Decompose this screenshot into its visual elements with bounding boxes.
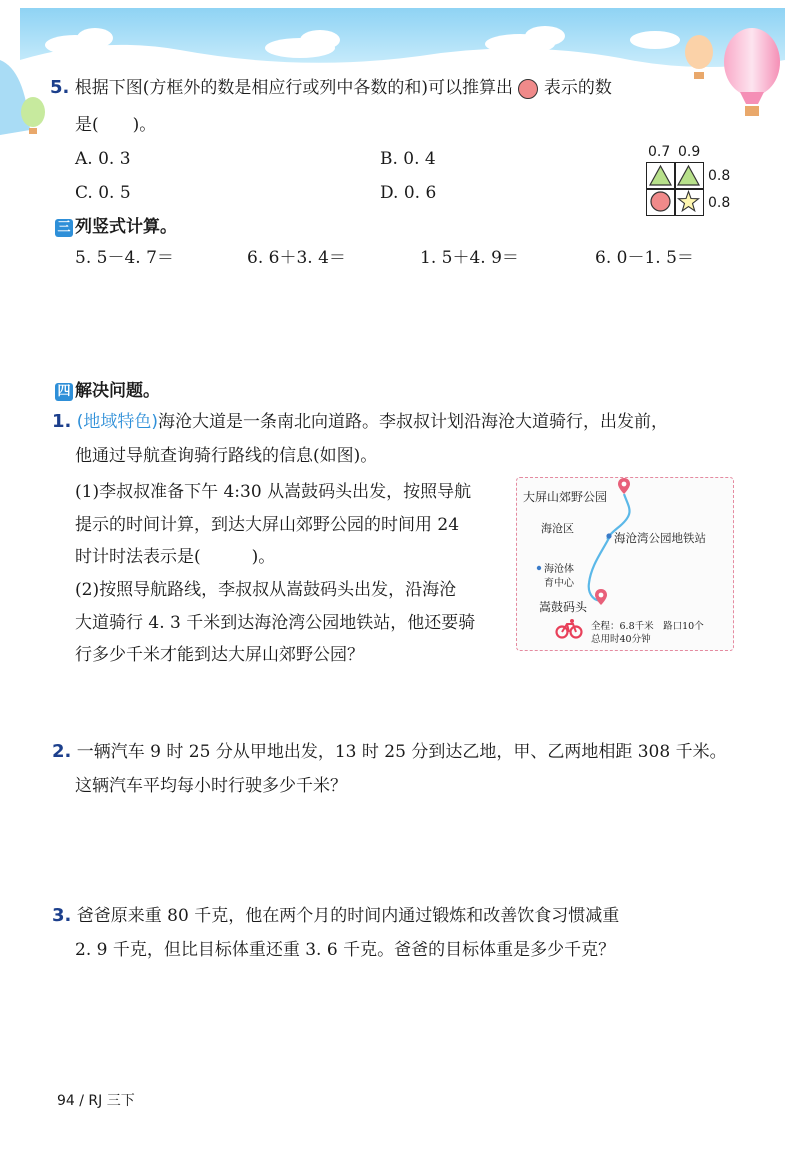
q5-text-before: 根据下图(方框外的数是相应行或列中各数的和)可以推算出: [74, 78, 514, 98]
q5-option-c[interactable]: C. 0. 5: [75, 183, 131, 203]
q5-option-b[interactable]: B. 0. 4: [380, 149, 436, 169]
map-district-label: 海沧区: [541, 522, 574, 535]
triangle-icon: [647, 163, 674, 188]
q5-option-a[interactable]: A. 0. 3: [75, 149, 131, 169]
row-sum-2: 0.8: [708, 195, 731, 211]
p1-tag: (地域特色): [76, 412, 159, 432]
p2-text-1: 一辆汽车 9 时 25 分从甲地出发，13 时 25 分到达乙地，甲、乙两地相距 308 千米。: [76, 742, 727, 762]
bicycle-icon: [555, 618, 583, 640]
p2-line1: [52, 740, 727, 764]
q5-line1: [50, 76, 612, 100]
circle-icon: [647, 189, 674, 214]
navigation-map: [516, 477, 734, 651]
p1-sub1-line3: 时计时法表示是( )。: [75, 547, 276, 567]
grid-cell-triangle-1: [646, 162, 676, 190]
p1-number: 1.: [52, 411, 72, 432]
p1-line1: [52, 410, 668, 434]
p3-number: 3.: [52, 905, 72, 926]
p1-sub2-line1: (2)按照导航路线，李叔叔从嵩鼓码头出发，沿海沧: [75, 580, 457, 600]
calc-problem-1: 5. 5－4. 7＝: [75, 248, 174, 268]
row-sum-1: 0.8: [708, 168, 731, 184]
p3-line1: [52, 904, 619, 928]
q5-number: 5.: [50, 77, 70, 98]
grid-cell-triangle-2: [674, 162, 704, 190]
p3-line2: 2. 9 千克，但比目标体重还重 3. 6 千克。爸爸的目标体重是多少千克？: [75, 940, 616, 960]
q5-grid-figure: [640, 140, 740, 230]
p1-line2: 他通过导航查询骑行路线的信息(如图)。: [75, 446, 378, 466]
grid-cell-circle: [646, 188, 676, 216]
page-footer: 94 / RJ 三下: [57, 1093, 135, 1109]
section4-title: 解决问题。: [75, 381, 160, 401]
q5-option-d[interactable]: D. 0. 6: [380, 183, 437, 203]
p2-line2: 这辆汽车平均每小时行驶多少千米？: [75, 776, 347, 796]
calc-problem-4: 6. 0－1. 5＝: [595, 248, 694, 268]
map-start-label: 嵩鼓码头: [539, 600, 588, 614]
p1-sub1-line2: 提示的时间计算，到达大屏山郊野公园的时间用 24: [75, 515, 460, 535]
map-center-label-1: 海沧体: [544, 564, 574, 575]
map-info-line2: 总用时40分钟: [591, 634, 651, 645]
p3-text-1: 爸爸原来重 80 千克，他在两个月的时间内通过锻炼和改善饮食习惯减重: [76, 906, 620, 926]
circle-icon: [518, 79, 538, 99]
map-info-line1: 全程：6.8千米 路口10个: [591, 621, 704, 632]
p2-number: 2.: [52, 741, 72, 762]
section4-heading: [55, 376, 160, 401]
section3-heading: [55, 212, 177, 237]
start-pin-icon: [594, 588, 608, 606]
p1-sub2-line3: 行多少千米才能到达大屏山郊野公园？: [75, 645, 364, 665]
map-station-label: 海沧湾公园地铁站: [614, 531, 706, 545]
calc-problem-3: 1. 5＋4. 9＝: [420, 248, 519, 268]
col-sum-1: 0.7: [648, 144, 671, 160]
star-icon: [675, 189, 702, 214]
p1-sub1-line1: (1)李叔叔准备下午 4:30 从嵩鼓码头出发，按照导航: [75, 482, 472, 502]
section-number-icon: 四: [55, 383, 73, 401]
q5-line2: 是( )。: [75, 115, 157, 135]
grid-cell-star: [674, 188, 704, 216]
section-number-icon: 三: [55, 219, 73, 237]
p1-text-1: 海沧大道是一条南北向道路。李叔叔计划沿海沧大道骑行，出发前，: [158, 412, 669, 432]
calc-problem-2: 6. 6＋3. 4＝: [247, 248, 346, 268]
map-center-label-2: 育中心: [544, 578, 574, 589]
p1-sub2-line2: 大道骑行 4. 3 千米到达海沧湾公园地铁站，他还要骑: [75, 613, 476, 633]
col-sum-2: 0.9: [678, 144, 701, 160]
triangle-icon: [675, 163, 702, 188]
destination-pin-icon: [617, 477, 631, 495]
q5-text-after: 表示的数: [543, 78, 612, 98]
section3-title: 列竖式计算。: [75, 217, 177, 237]
map-dest-label: 大屏山郊野公园: [523, 490, 608, 504]
